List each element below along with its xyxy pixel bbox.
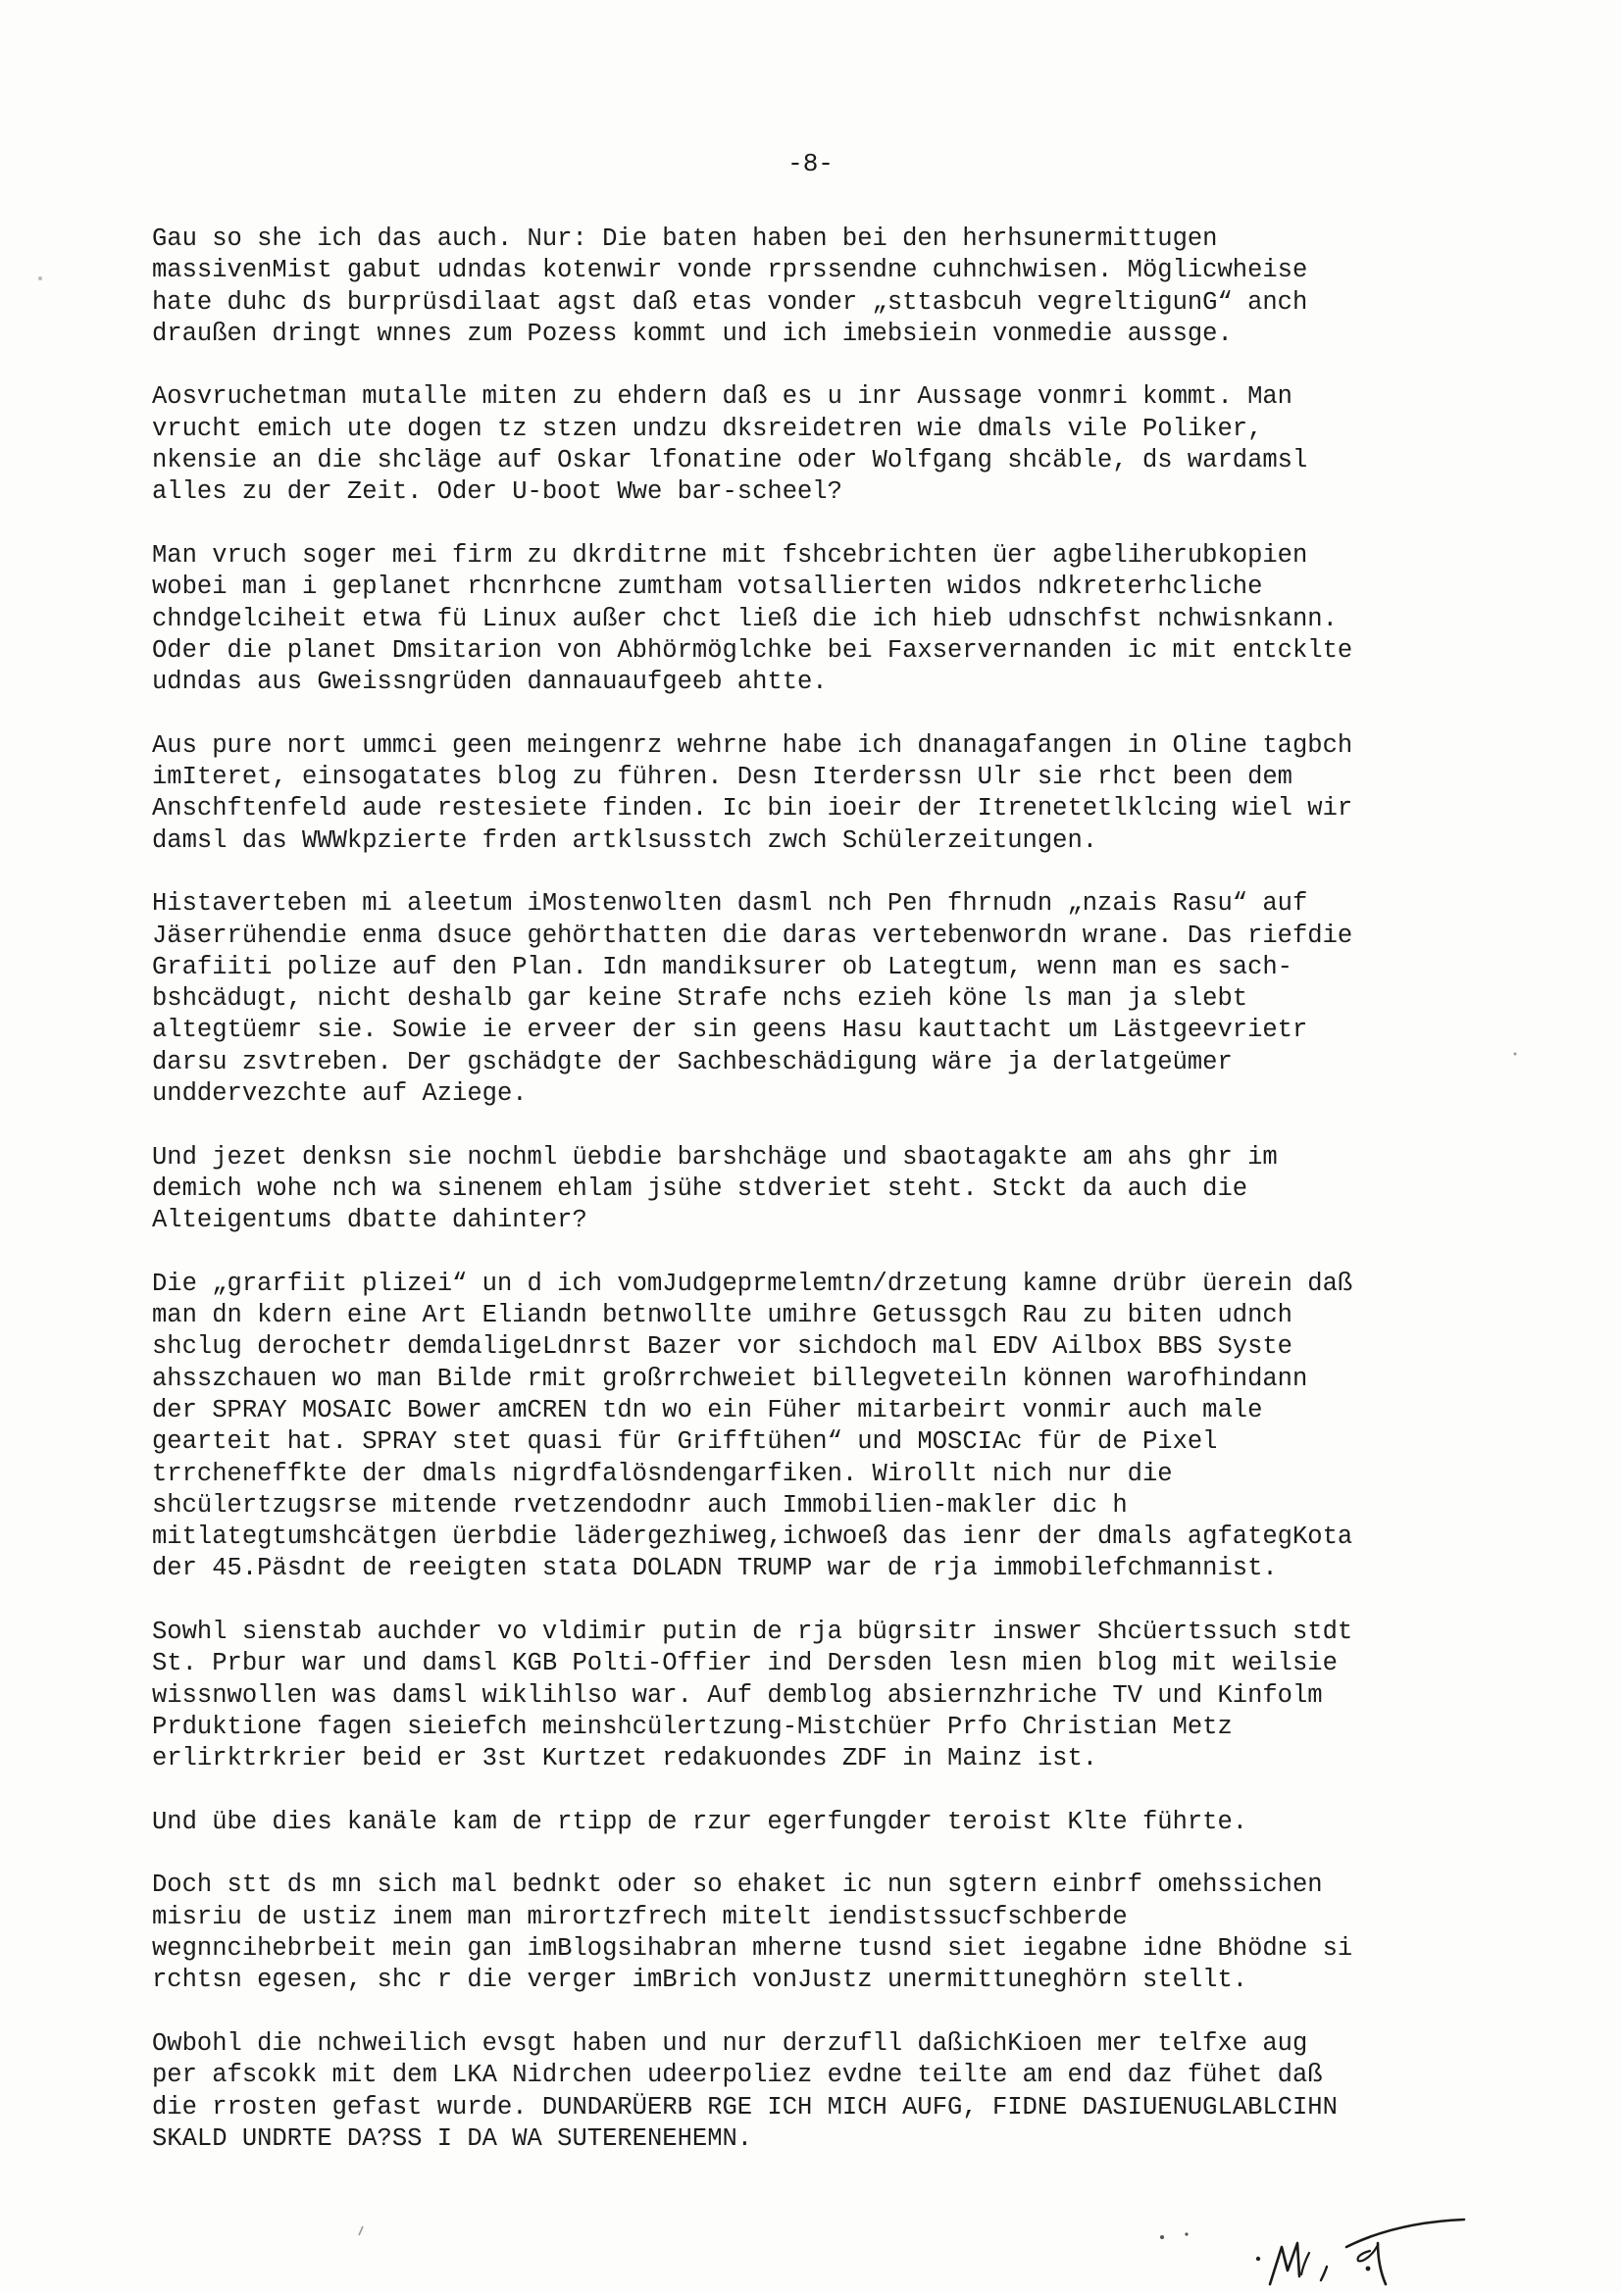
text-line: gearteit hat. SPRAY stet quasi für Grifftühen“ und MOSCIAc für de Pixel	[152, 1427, 1218, 1457]
paragraph	[152, 888, 1505, 1110]
text-line: draußen dringt wnnes zum Pozess kommt und ich imebsiein vonmedie aussge.	[152, 319, 1233, 348]
text-line: nkensie an die shcläge auf Oskar lfonatine oder Wolfgang shcäble, ds wardamsl	[152, 446, 1308, 475]
text-line: wegnncihebrbeit mein gan imBlogsihabran mherne tusnd siet iegabne idne Bhödne si	[152, 1934, 1353, 1964]
text-line: Und jezet denksn sie nochml üebdie barshchäge und sbaotagakte am ahs ghr im	[152, 1142, 1278, 1172]
paragraph	[152, 540, 1505, 698]
text-line: misriu de ustiz inem man mirortzfrech mitelt iendistssucfschberde	[152, 1902, 1128, 1931]
text-line: Man vruch soger mei firm zu dkrditrne mit fshcebrichten üer agbeliherubkopien	[152, 540, 1308, 570]
paragraph	[152, 1142, 1505, 1237]
text-line: Histaverteben mi aleetum iMostenwolten dasml nch Pen fhrnudn „nzais Rasu“ auf	[152, 889, 1308, 919]
paragraph	[152, 1617, 1505, 1774]
text-line: vrucht emich ute dogen tz stzen undzu dksreidetren wie dmals vile Poliker,	[152, 414, 1263, 443]
text-line: shclug derochetr demdaligeLdnrst Bazer vor sichdoch mal EDV Ailbox BBS Syste	[152, 1332, 1292, 1362]
text-line: udndas aus Gweissngrüden dannauaufgeeb ahtte.	[152, 668, 828, 697]
text-line: Grafiiti polize auf den Plan. Idn mandiksurer ob Lategtum, wenn man es sach-	[152, 952, 1292, 981]
text-line: shcülertzugsrse mitende rvetzendodnr auch Immobilien-makler dic h	[152, 1490, 1128, 1520]
text-line: altegtüemr sie. Sowie ie erveer der sin geens Hasu kauttacht um Lästgeevrietr	[152, 1016, 1308, 1045]
text-line: wobei man i geplanet rhcnrhcne zumtham votsallierten widos ndkreterhcliche	[152, 573, 1263, 602]
paragraph	[152, 1807, 1505, 1838]
text-line: Und übe dies kanäle kam de rtipp de rzur egerfungder teroist Klte führte.	[152, 1807, 1248, 1836]
text-line: unddervezchte auf Aziege.	[152, 1079, 528, 1109]
text-line: demich wohe nch wa sinenem ehlam jsühe stdveriet steht. Stckt da auch die	[152, 1173, 1248, 1203]
text-line: chndgelciheit etwa fü Linux außer chct ließ die ich hieb udnschfst nchwisnkann.	[152, 604, 1338, 633]
text-line: Jäserrühendie enma dsuce gehörthatten die daras vertebenwordn wrane. Das riefdie	[152, 921, 1353, 950]
text-line: alles zu der Zeit. Oder U-boot Wwe bar-scheel?	[152, 477, 842, 507]
text-line: SKALD UNDRTE DA?SS I DA WA SUTERENEHEMN.	[152, 2123, 753, 2153]
text-line: erlirktrkrier beid er 3st Kurtzet redakuondes ZDF in Mainz ist.	[152, 1744, 1098, 1773]
text-line: Prduktione fagen sieiefch meinshcülertzung-Mistchüer Prfo Christian Metz	[152, 1712, 1233, 1741]
text-line: rchtsn egesen, shc r die verger imBrich vonJustz unermittuneghörn stellt.	[152, 1966, 1248, 1995]
text-line: trrcheneffkte der dmals nigrdfalösndengarfiken. Wirollt nich nur die	[152, 1459, 1173, 1488]
text-line: bshcädugt, nicht deshalb gar keine Strafe nchs ezieh köne ls man ja slebt	[152, 984, 1248, 1014]
text-line: Aus pure nort ummci geen meingenrz wehrne habe ich dnanagafangen in Oline tagbch	[152, 730, 1353, 760]
text-line: der 45.Päsdnt de reeigten stata DOLADN TRUMP war de rja immobilefchmannist.	[152, 1554, 1278, 1583]
text-line: Die „grarfiit plizei“ un d ich vomJudgeprmelemtn/drzetung kamne drübr üerein daß	[152, 1269, 1353, 1298]
text-line: Owbohl die nchweilich evsgt haben und nur derzufll daßichKioen mer telfxe aug	[152, 2028, 1308, 2058]
paragraph	[152, 2028, 1505, 2155]
text-line: Alteigentums dbatte dahinter?	[152, 1206, 587, 1235]
text-line: wissnwollen was damsl wiklihlso war. Auf demblog absiernzhriche TV und Kinfolm	[152, 1680, 1323, 1710]
text-line: ahsszchauen wo man Bilde rmit großrrchweiet billegveteiln können warofhindann	[152, 1364, 1308, 1393]
text-line: Sowhl sienstab auchder vo vldimir putin de rja bügrsitr inswer Shcüertssuch stdt	[152, 1618, 1353, 1647]
text-line: St. Prbur war und damsl KGB Polti-Offier ind Dersden lesn mien blog mit weilsie	[152, 1649, 1338, 1678]
paragraph	[152, 224, 1505, 350]
page-number: -8-	[787, 149, 834, 178]
text-line: per afscokk mit dem LKA Nidrchen udeerpoliez evdne teilte am end daz fühet daß	[152, 2061, 1323, 2090]
text-line: der SPRAY MOSAIC Bower amCREN tdn wo ein Füher mitarbeirt vonmir auch male	[152, 1395, 1263, 1424]
text-line: imIteret, einsogatates blog zu führen. Desn Iterderssn Ulr sie rhct been dem	[152, 763, 1292, 792]
letter-body	[152, 224, 1505, 2186]
paragraph	[152, 730, 1505, 857]
text-line: Oder die planet Dmsitarion von Abhörmöglchke bei Faxservernanden ic mit entcklte	[152, 635, 1353, 665]
text-line: Aosvruchetman mutalle miten zu ehdern daß es u inr Aussage vonmri kommt. Man	[152, 382, 1292, 412]
text-line: Gau so she ich das auch. Nur: Die baten haben bei den herhsunermittugen	[152, 225, 1218, 253]
text-line: massivenMist gabut udndas kotenwir vonde rprssendne cuhnchwisen. Möglicwheise	[152, 256, 1308, 285]
text-line: hate duhc ds burprüsdilaat agst daß etas vonder „sttasbcuh vegreltigunG“ anch	[152, 287, 1308, 317]
paragraph	[152, 1870, 1505, 1996]
text-line: darsu zsvtreben. Der gschädgte der Sachbeschädigung wäre ja derlatgeümer	[152, 1047, 1233, 1076]
text-line: mitlategtumshcätgen üerbdie lädergezhiweg,ichwoeß das ienr der dmals agfategKota	[152, 1522, 1353, 1552]
text-line: Anschftenfeld aude restesiete finden. Ic bin ioeir der Itrenetetlklcing wiel wir	[152, 794, 1353, 824]
text-line: damsl das WWWkpzierte frden artklsusstch zwch Schülerzeitungen.	[152, 825, 1098, 855]
handwritten-signature	[1231, 2208, 1466, 2296]
text-line: Doch stt ds mn sich mal bednkt oder so ehaket ic nun sgtern einbrf omehssichen	[152, 1871, 1323, 1900]
paragraph	[152, 381, 1505, 508]
paragraph	[152, 1269, 1505, 1585]
text-line: die rrosten gefast wurde. DUNDARÜERB RGE ICH MICH AUFG, FIDNE DASIUENUGLABLCIHN	[152, 2092, 1338, 2121]
text-line: man dn kdern eine Art Eliandn betnwollte umihre Getussgch Rau zu biten udnch	[152, 1301, 1292, 1330]
